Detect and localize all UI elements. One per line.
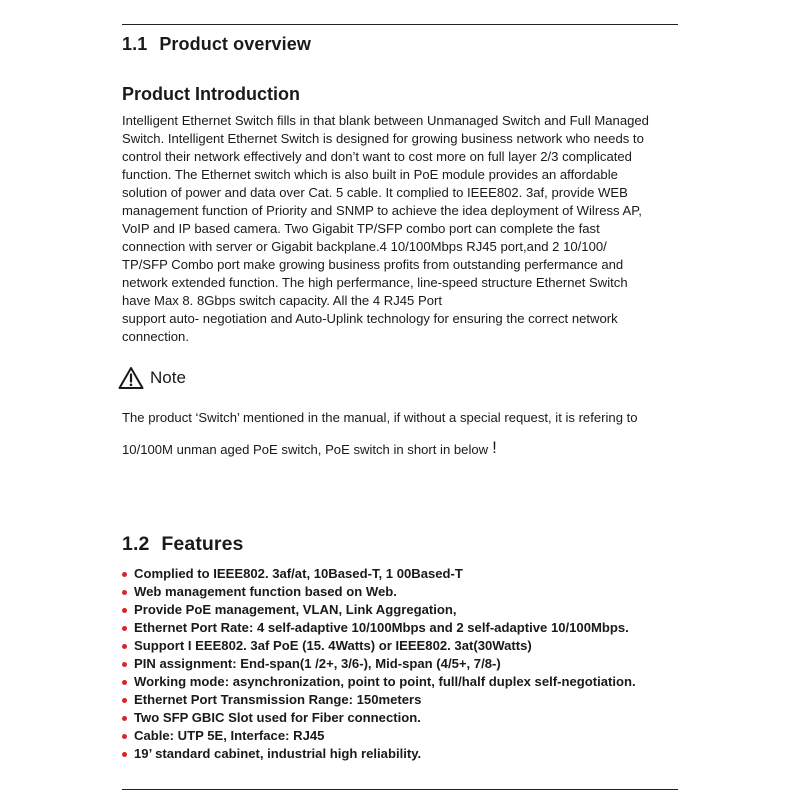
feature-text: Complied to IEEE802. 3af/at, 10Based-T, 1 00Based-T	[134, 566, 463, 581]
bullet-icon	[122, 626, 127, 631]
section-number: 1.1	[122, 34, 148, 54]
feature-text: Cable: UTP 5E, Interface: RJ45	[134, 728, 325, 743]
note-header	[118, 366, 186, 390]
bullet-icon	[122, 662, 127, 667]
feature-text: 19’ standard cabinet, industrial high reliability.	[134, 746, 422, 761]
note-text-line: The product ‘Switch’ mentioned in the manual, if without a special request, it is refering to	[122, 410, 638, 425]
feature-text: Ethernet Port Rate: 4 self-adaptive 10/100Mbps and 2 self-adaptive 10/100Mbps.	[134, 620, 629, 635]
body-line: support auto- negotiation and Auto-Uplink technology for ensuring the correct network	[122, 311, 618, 326]
feature-item	[122, 601, 636, 619]
note-text-line	[122, 439, 497, 459]
bullet-icon	[122, 680, 127, 685]
feature-item	[122, 673, 636, 691]
product-introduction-heading: Product Introduction	[122, 84, 300, 104]
feature-text: PIN assignment: End-span(1 /2+, 3/6-), Mid-span (4/5+, 7/8-)	[134, 656, 501, 671]
note-text: 10/100M unman aged PoE switch, PoE switch in short in below	[122, 442, 489, 457]
body-line: management function of Priority and SNMP to achieve the idea deployment of Wilress AP,	[122, 203, 642, 218]
body-line: control their network effectively and don’t want to cost more on full layer 2/3 complicated	[122, 149, 632, 164]
body-line: solution of power and data over Cat. 5 cable. It complied to IEEE802. 3af, provide WEB	[122, 185, 628, 200]
section-heading-features	[122, 533, 244, 556]
bullet-icon	[122, 572, 127, 577]
body-line: connection with server or Gigabit backplane.4 10/100Mbps RJ45 port,and 2 10/100/	[122, 239, 607, 254]
feature-text: Support I EEE802. 3af PoE (15. 4Watts) or IEEE802. 3at(30Watts)	[134, 638, 532, 653]
bullet-icon	[122, 698, 127, 703]
bullet-icon	[122, 590, 127, 595]
body-line: Intelligent Ethernet Switch fills in that blank between Unmanaged Switch and Full Managed	[122, 113, 649, 128]
feature-item	[122, 583, 636, 601]
body-line: TP/SFP Combo port make growing business profits from outstanding perfermance and	[122, 257, 624, 272]
note-label: Note	[150, 368, 186, 387]
body-line: connection.	[122, 329, 189, 344]
body-line: have Max 8. 8Gbps switch capacity. All the 4 RJ45 Port	[122, 293, 442, 308]
feature-item	[122, 745, 636, 763]
bullet-icon	[122, 734, 127, 739]
bullet-icon	[122, 716, 127, 721]
bullet-icon	[122, 752, 127, 757]
feature-text: Two SFP GBIC Slot used for Fiber connection.	[134, 710, 421, 725]
feature-text: Working mode: asynchronization, point to point, full/half duplex self-negotiation.	[134, 674, 636, 689]
feature-item	[122, 691, 636, 709]
bottom-divider	[122, 789, 678, 790]
body-line: VoIP and IP based camera. Two Gigabit TP/SFP combo port can complete the fast	[122, 221, 600, 236]
feature-item	[122, 709, 636, 727]
feature-item	[122, 655, 636, 673]
feature-item	[122, 637, 636, 655]
warning-icon	[118, 366, 144, 390]
feature-item	[122, 565, 636, 583]
section-heading-product-overview	[122, 34, 311, 55]
exclamation-mark: !	[492, 438, 497, 457]
feature-item	[122, 619, 636, 637]
top-divider	[122, 24, 678, 25]
feature-text: Ethernet Port Transmission Range: 150meters	[134, 692, 422, 707]
section-title: Product overview	[159, 34, 311, 54]
features-list	[122, 565, 636, 763]
bullet-icon	[122, 644, 127, 649]
body-line: network extended function. The high perfermance, line-speed structure Ethernet Switch	[122, 275, 628, 290]
product-introduction-body	[122, 112, 682, 346]
body-line: function. The Ethernet switch which is also built in PoE module provides an affordable	[122, 167, 618, 182]
bullet-icon	[122, 608, 127, 613]
feature-text: Web management function based on Web.	[134, 584, 397, 599]
feature-item	[122, 727, 636, 745]
body-line: Switch. Intelligent Ethernet Switch is designed for growing business network who needs to	[122, 131, 644, 146]
section-title: Features	[161, 533, 244, 555]
section-number: 1.2	[122, 533, 150, 555]
feature-text: Provide PoE management, VLAN, Link Aggregation,	[134, 602, 457, 617]
